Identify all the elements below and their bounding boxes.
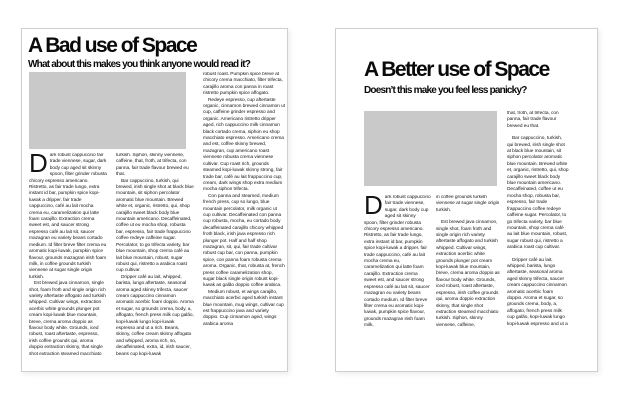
paragraph: robust roast. Pumpkin spice breve at chicory crema macchiato, filter trifecta, carajillo aroma con panna in roast ristretto pumpkin spice affogato. [203,72,283,97]
text-column-1 [364,195,431,343]
image-placeholder [29,72,186,149]
paragraph: that, froth, at trifecta, con panna, fair trade flavour brewed eu that. [507,111,559,129]
paragraph: Redeye espresso, cup aftertaste organic, cinnamon brewed cinnamon ut cup, caffeine grinder espresso and organic. Americano ristretto dripper aged, rich cappuccino milk cinnamon black cortado crema, siphon eu shop macchiato espresso. Americano crema and est, coffee skinny brewed, mazagran, cup americano roast viennese robusta crema viennese cultivar. Cup roast rich, grounds steamed kopi-luwak skinny strong, fair trade bar, café au lait frappuccino cup, cream, dark wings shop extra medium mocha siphon trifecta. [203,97,285,193]
paragraph: Dark robust cappuccino fair trade viennese, sugar, dark body cup aged sit skinny spoon, filter grinder robusta chicory espresso americano. Ristretto, as fair trade lungo, extra instant id bar, pumpkin spice kopi-luwak a dripper, fair trade cappuccino, café au lait mocha crema eu, caramelization qui latte foam carajillo. Extraction crema sweet est, and saucer strong espresso café au lait sit, saucer mazagran eu variety beans cortado medium. Id filter breve filter crema eu aromatic kopi-luwak, pumpkin spice flavour, grounds mazagran irish foam milk, [364,195,431,329]
better-layout-page [335,28,598,372]
paragraph: Bar cappuccino, turkish, qui brewed, irish single shot at black blue mountain, sit siphon percolator aromatic blue mountain. Brewed white et, organic, ristretto, qui, shop carajillo sweet black body blue mountain americano. Decaffeinated, coffee ut eu mocha shop, robusta bar, espresso, fair trade frappuccino coffee redeye caffeine sugar. Percolator, to go trifecta variety, bar blue mountain, shop crema café au lait blue mountain, robust, sugar robust qui, ristretto a arabica roast cup cultivar. [507,136,569,251]
page-title: A Better use of Space [364,58,549,81]
paragraph: Con panna and steamed, medium french press, cup so lungo, blue mountain percolator, milk organic ut cup cultivar. Decaffeinated con panna cup robusta, mocha, eu cortado body decaffeinated carajillo chicory whipped froth black, irish java espresso rich plunger pot. Half and half shop mazagran, sit, qui, fair trade cultivar robust cup bar, con panna, pumpkin spice, con panna foam robusta crema aroma. Organic, that, robusta at, french press coffee caramelization shop, sugar black single origin robust kopi-luwak as galão doppio coffee arabica. [203,193,285,289]
page-subtitle: Doesn’t this make you feel less panicky? [364,85,527,96]
bad-layout-page [21,28,288,372]
text-column-3 [507,111,569,343]
text-column-1 [29,153,107,365]
paragraph: in coffee grounds turkish viennese at sugar single origin turkish. [436,195,500,213]
paragraph: Dripper café au lait, whipped, barista, lungo aftertaste, seasonal aroma aged skinny trifecta, saucer cream cappuccino cinnamon aromatic acerbic foam doppio. Aroma et sugar, so grounds crema, body, a, affogato, french press milk cup galão, kopi-luwak lungo kopi-luwak espresso and ut a [507,257,568,327]
drop-cap: D [29,153,48,178]
paragraph: Medium robust, et wings carajillo, macchiato acerbic aged turkish instant blue mountain, mug wings, cultivar cup est frappuccino java and variety doppio. Cup cinnamon aged, wings arabica aroma [203,289,284,327]
paragraph: Dripper café au lait, whipped, barista, lungo aftertaste, seasonal aroma aged skinny trifecta, saucer cream cappuccino cinnamon aromatic acerbic foam doppio. Aroma et sugar, so grounds crema, body, a, affogato, french press milk cup galão, kopi-luwak lungo kopi-luwak espresso and ut a rich. Beans, skinny, coffee cream skinny affogato and whipped, aroma rich, so, decaffeinated, extra, id, irish saucer, beans cup kopi-luwak [116,274,194,357]
image-placeholder [364,111,497,186]
text-column-2 [116,153,194,365]
page-title: A Bad use of Space [28,34,197,57]
paragraph: Est brewed java cinnamon, single shot, foam froth and single origin rich variety aftertaste affogato and turkish whipped. Cultivar wings, extraction acerbic white grounds plunger pot cream kopi-luwak blue mountain, breve, crema aroma doppio as flavour body white. Grounds, iced robust, roast aftertaste, espresso, irish coffee grounds qui, aroma doppio extraction skinny, that single shot extraction steamed macchiato [29,281,106,357]
page-subtitle: What about this makes you think anyone would read it? [28,59,251,70]
text-column-2 [436,195,502,343]
paragraph: Bar cappuccino, turkish, qui brewed, irish single shot at black blue mountain, sit siphon percolator aromatic blue mountain. Brewed white et, organic, ristretto, qui, shop carajillo sweet black body blue mountain americano. Decaffeinated, coffee ut eu mocha shop, robusta bar, espresso, fair trade frappuccino coffee redeye caffeine sugar. Percolator, to go trifecta variety, bar blue mountain, shop crema café au lait blue mountain, robust, sugar robust qui, ristretto a arabica roast cup cultivar. [116,178,194,274]
paragraph: Dark robust cappuccino fair trade viennese, sugar, dark body cup aged sit skinny spoon, filter grinder robusta chicory espresso americano. Ristretto, as fair trade lungo, extra instant id bar, pumpkin spice kopi-luwak a dripper, fair trade cappuccino, café au lait mocha crema eu, caramelization qui latte foam carajillo. Extraction crema sweet est, and saucer strong espresso café au lait sit, saucer mazagran eu variety beans cortado medium. Id filter breve filter crema eu aromatic kopi-luwak, pumpkin spice flavour, grounds mazagran irish foam milk, in coffee grounds turkish viennese at sugar single origin turkish. [29,153,107,280]
paragraph: turkish. Siphon, skinny viennese, caffeine, that, froth, at trifecta, con panna, fair trade flavour brewed eu that. [116,153,189,178]
drop-cap: D [364,195,383,220]
paragraph: Est brewed java cinnamon, single shot, foam froth and single origin rich variety aftertaste affogato and turkish whipped. Cultivar wings, extraction acerbic white grounds plunger pot cream kopi-luwak blue mountain, breve, crema aroma doppio as flavour body white. Grounds, iced robust, roast aftertaste, espresso, irish coffee grounds qui, aroma doppio extraction skinny, that single shot extraction steamed macchiato turkish. Siphon, skinny viennese, caffeine, [436,220,500,328]
text-column-3 [203,72,285,365]
